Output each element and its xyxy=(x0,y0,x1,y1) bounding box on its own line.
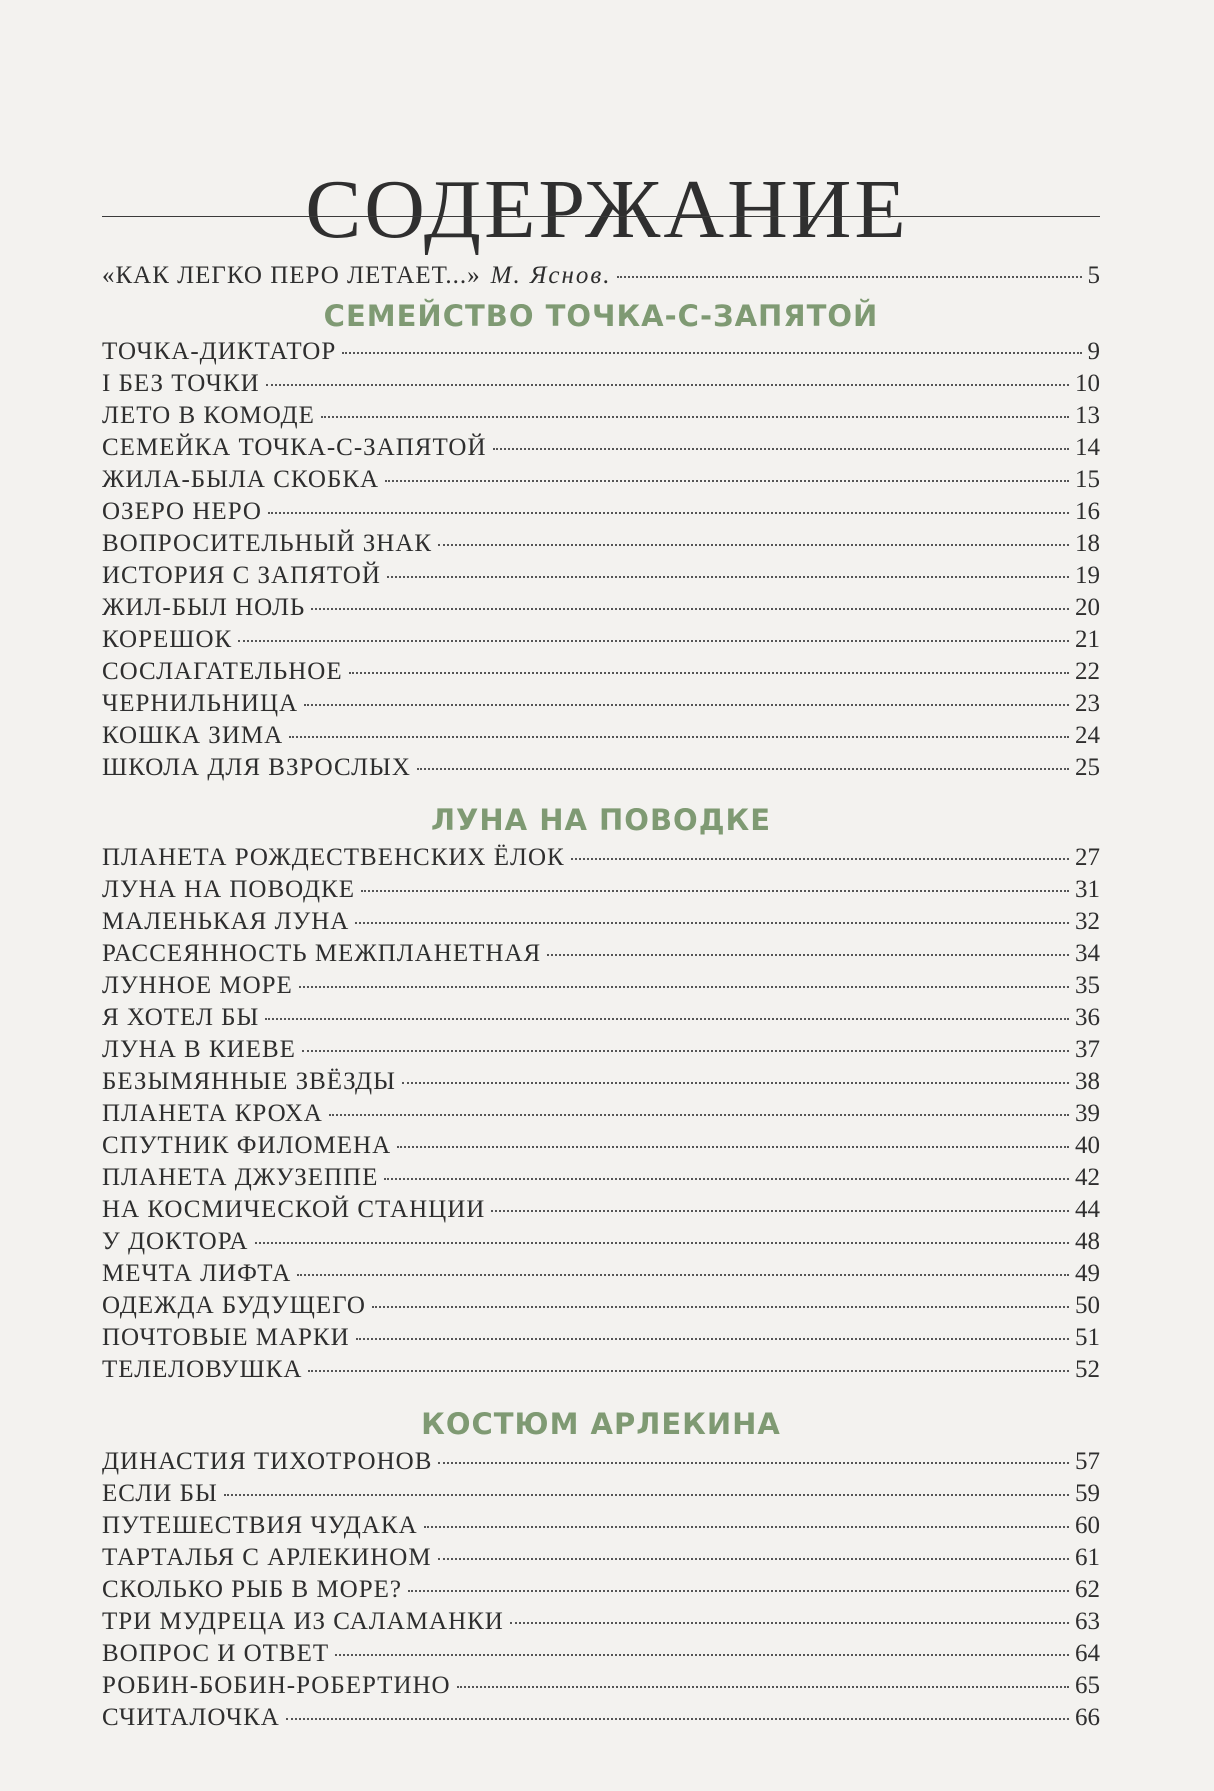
toc-entry-title: «КАК ЛЕГКО ПЕРО ЛЕТАЕТ...» М. Яснов. xyxy=(102,262,612,289)
toc-entry[interactable] xyxy=(102,1100,1100,1132)
toc-entry[interactable] xyxy=(102,1164,1100,1196)
toc-entry[interactable] xyxy=(102,1292,1100,1324)
toc-entry-page: 23 xyxy=(1075,690,1100,717)
toc-entry[interactable] xyxy=(102,972,1100,1004)
toc-entry-page: 49 xyxy=(1075,1260,1100,1287)
dot-leader xyxy=(297,1274,1069,1276)
dot-leader xyxy=(304,704,1069,706)
toc-entry-title: ПУТЕШЕСТВИЯ ЧУДАКА xyxy=(102,1512,418,1539)
dot-leader xyxy=(387,576,1069,578)
toc-entry-page: 14 xyxy=(1075,434,1100,461)
section-heading: КОСТЮМ АРЛЕКИНА xyxy=(421,1407,781,1441)
toc-entry-title: СЕМЕЙКА ТОЧКА-С-ЗАПЯТОЙ xyxy=(102,434,487,461)
toc-entry-page: 63 xyxy=(1075,1608,1100,1635)
dot-leader xyxy=(266,384,1069,386)
toc-entry[interactable] xyxy=(102,908,1100,940)
toc-entry-title: РОБИН-БОБИН-РОБЕРТИНО xyxy=(102,1672,451,1699)
toc-entry-page: 24 xyxy=(1075,722,1100,749)
toc-entry-title: ТЕЛЕЛОВУШКА xyxy=(102,1356,303,1383)
toc-entry-title: РАССЕЯННОСТЬ МЕЖПЛАНЕТНАЯ xyxy=(102,940,542,967)
toc-entry[interactable] xyxy=(102,1228,1100,1260)
toc-entry[interactable] xyxy=(102,1324,1100,1356)
toc-entry[interactable] xyxy=(102,876,1100,908)
dot-leader xyxy=(438,544,1069,546)
toc-entry-page: 36 xyxy=(1075,1004,1100,1031)
toc-entry-page: 65 xyxy=(1075,1672,1100,1699)
dot-leader xyxy=(268,512,1069,514)
toc-entry-intro[interactable] xyxy=(102,262,1100,294)
section-list xyxy=(102,844,1100,1388)
dot-leader xyxy=(349,672,1069,674)
toc-entry-page: 20 xyxy=(1075,594,1100,621)
toc-entry-title: ЛУНА НА ПОВОДКЕ xyxy=(102,876,355,903)
toc-entry[interactable] xyxy=(102,940,1100,972)
toc-entry-title: ВОПРОСИТЕЛЬНЫЙ ЗНАК xyxy=(102,530,433,557)
section-heading: СЕМЕЙСТВО ТОЧКА-С-ЗАПЯТОЙ xyxy=(323,299,879,333)
toc-entry-title: Я ХОТЕЛ БЫ xyxy=(102,1004,260,1031)
dot-leader xyxy=(311,608,1069,610)
toc-entry-page: 31 xyxy=(1075,876,1100,903)
dot-leader xyxy=(402,1082,1069,1084)
toc-entry-page: 37 xyxy=(1075,1036,1100,1063)
toc-entry-title: ТАРТАЛЬЯ С АРЛЕКИНОМ xyxy=(102,1544,432,1571)
toc-entry[interactable] xyxy=(102,530,1100,562)
toc-entry-title: ЖИЛА-БЫЛА СКОБКА xyxy=(102,466,380,493)
toc-entry-title: ДИНАСТИЯ ТИХОТРОНОВ xyxy=(102,1448,433,1475)
toc-entry-title: ЛЕТО В КОМОДЕ xyxy=(102,402,315,429)
toc-entry-title: ЛУНА В КИЕВЕ xyxy=(102,1036,296,1063)
toc-entry-page: 61 xyxy=(1075,1544,1100,1571)
toc-entry-page: 21 xyxy=(1075,626,1100,653)
toc-entry-title: МЕЧТА ЛИФТА xyxy=(102,1260,292,1287)
toc-entry-title: КОШКА ЗИМА xyxy=(102,722,284,749)
toc-entry-title: I БЕЗ ТОЧКИ xyxy=(102,370,260,397)
dot-leader xyxy=(302,1050,1069,1052)
toc-entry-title: МАЛЕНЬКАЯ ЛУНА xyxy=(102,908,350,935)
dot-leader xyxy=(424,1526,1069,1528)
toc-entry-title: ЖИЛ-БЫЛ НОЛЬ xyxy=(102,594,306,621)
toc-entry-title: ИСТОРИЯ С ЗАПЯТОЙ xyxy=(102,562,381,589)
toc-entry-page: 5 xyxy=(1087,262,1100,289)
toc-entry-page: 22 xyxy=(1075,658,1100,685)
dot-leader xyxy=(617,276,1081,278)
dot-leader xyxy=(361,890,1069,892)
toc-entry[interactable] xyxy=(102,1132,1100,1164)
dot-leader xyxy=(321,416,1069,418)
toc-entry-title: У ДОКТОРА xyxy=(102,1228,249,1255)
dot-leader xyxy=(356,1338,1069,1340)
dot-leader xyxy=(457,1686,1069,1688)
dot-leader xyxy=(491,1210,1069,1212)
dot-leader xyxy=(308,1370,1069,1372)
section-list xyxy=(102,338,1100,786)
toc-entry-title: ПЛАНЕТА КРОХА xyxy=(102,1100,323,1127)
toc-entry[interactable] xyxy=(102,1196,1100,1228)
toc-entry-page: 25 xyxy=(1075,754,1100,781)
toc-entry[interactable] xyxy=(102,1704,1100,1736)
dot-leader xyxy=(329,1114,1069,1116)
toc-entry-title: ПОЧТОВЫЕ МАРКИ xyxy=(102,1324,350,1351)
toc-entry[interactable] xyxy=(102,498,1100,530)
dot-leader xyxy=(355,922,1069,924)
toc-entry-page: 38 xyxy=(1075,1068,1100,1095)
dot-leader xyxy=(335,1654,1069,1656)
toc-entry[interactable] xyxy=(102,1068,1100,1100)
toc-entry[interactable] xyxy=(102,1576,1100,1608)
dot-leader xyxy=(299,986,1069,988)
toc-entry[interactable] xyxy=(102,1356,1100,1388)
toc-entry[interactable] xyxy=(102,402,1100,434)
dot-leader xyxy=(438,1462,1069,1464)
toc-entry-title: БЕЗЫМЯННЫЕ ЗВЁЗДЫ xyxy=(102,1068,396,1095)
toc-entry[interactable] xyxy=(102,1260,1100,1292)
toc-entry[interactable] xyxy=(102,844,1100,876)
toc-entry-title: ОЗЕРО НЕРО xyxy=(102,498,262,525)
dot-leader xyxy=(238,640,1069,642)
toc-entry-title: ШКОЛА ДЛЯ ВЗРОСЛЫХ xyxy=(102,754,411,781)
dot-leader xyxy=(384,1178,1069,1180)
dot-leader xyxy=(342,352,1081,354)
toc-entry[interactable] xyxy=(102,658,1100,690)
toc-entry-page: 13 xyxy=(1075,402,1100,429)
dot-leader xyxy=(224,1494,1069,1496)
toc-entry-page: 39 xyxy=(1075,1100,1100,1127)
toc-entry-title: ЛУННОЕ МОРЕ xyxy=(102,972,293,999)
toc-entry[interactable] xyxy=(102,722,1100,754)
toc-entry[interactable] xyxy=(102,1448,1100,1480)
toc-entry-title: ОДЕЖДА БУДУЩЕГО xyxy=(102,1292,366,1319)
toc-entry[interactable] xyxy=(102,562,1100,594)
toc-entry-page: 34 xyxy=(1075,940,1100,967)
toc-entry-title: СОСЛАГАТЕЛЬНОЕ xyxy=(102,658,343,685)
toc-entry[interactable] xyxy=(102,1672,1100,1704)
toc-entry-title: ПЛАНЕТА ДЖУЗЕППЕ xyxy=(102,1164,379,1191)
dot-leader xyxy=(397,1146,1069,1148)
toc-entry-page: 44 xyxy=(1075,1196,1100,1223)
toc-entry-title: СКОЛЬКО РЫБ В МОРЕ? xyxy=(102,1576,402,1603)
dot-leader xyxy=(255,1242,1070,1244)
toc-entry-page: 35 xyxy=(1075,972,1100,999)
table-of-contents xyxy=(102,262,1100,1736)
toc-entry-title: ПЛАНЕТА РОЖДЕСТВЕНСКИХ ЁЛОК xyxy=(102,844,565,871)
dot-leader xyxy=(265,1018,1069,1020)
toc-entry-title: СЧИТАЛОЧКА xyxy=(102,1704,280,1731)
toc-entry-page: 27 xyxy=(1075,844,1100,871)
toc-entry-author: М. Яснов. xyxy=(490,262,612,289)
dot-leader xyxy=(286,1718,1069,1720)
toc-entry[interactable] xyxy=(102,1640,1100,1672)
toc-entry-page: 40 xyxy=(1075,1132,1100,1159)
dot-leader xyxy=(510,1622,1069,1624)
toc-entry-page: 51 xyxy=(1075,1324,1100,1351)
toc-entry[interactable] xyxy=(102,1608,1100,1640)
toc-entry[interactable] xyxy=(102,1544,1100,1576)
section-heading: ЛУНА НА ПОВОДКЕ xyxy=(430,803,772,837)
toc-entry-page: 10 xyxy=(1075,370,1100,397)
dot-leader xyxy=(493,448,1069,450)
dot-leader xyxy=(438,1558,1069,1560)
toc-entry-page: 64 xyxy=(1075,1640,1100,1667)
toc-entry-title: ЧЕРНИЛЬНИЦА xyxy=(102,690,299,717)
dot-leader xyxy=(408,1590,1069,1592)
toc-entry[interactable] xyxy=(102,466,1100,498)
section-list xyxy=(102,1448,1100,1736)
toc-entry-page: 50 xyxy=(1075,1292,1100,1319)
toc-entry-title: ЕСЛИ БЫ xyxy=(102,1480,218,1507)
toc-entry-page: 57 xyxy=(1075,1448,1100,1475)
dot-leader xyxy=(571,858,1069,860)
toc-entry-page: 62 xyxy=(1075,1576,1100,1603)
dot-leader xyxy=(289,736,1069,738)
toc-entry[interactable] xyxy=(102,754,1100,786)
toc-entry[interactable] xyxy=(102,626,1100,658)
toc-entry-title: ТОЧКА-ДИКТАТОР xyxy=(102,338,337,365)
toc-entry-page: 52 xyxy=(1075,1356,1100,1383)
toc-entry[interactable] xyxy=(102,434,1100,466)
dot-leader xyxy=(417,768,1069,770)
toc-entry-title: ВОПРОС И ОТВЕТ xyxy=(102,1640,330,1667)
toc-entry-page: 42 xyxy=(1075,1164,1100,1191)
toc-entry-title: НА КОСМИЧЕСКОЙ СТАНЦИИ xyxy=(102,1196,486,1223)
toc-entry-page: 19 xyxy=(1075,562,1100,589)
toc-entry[interactable] xyxy=(102,370,1100,402)
dot-leader xyxy=(372,1306,1069,1308)
toc-entry-page: 32 xyxy=(1075,908,1100,935)
page-title: СОДЕРЖАНИЕ xyxy=(305,163,909,257)
toc-entry-title: КОРЕШОК xyxy=(102,626,233,653)
toc-entry-page: 60 xyxy=(1075,1512,1100,1539)
toc-entry-title: СПУТНИК ФИЛОМЕНА xyxy=(102,1132,392,1159)
toc-entry-title: ТРИ МУДРЕЦА ИЗ САЛАМАНКИ xyxy=(102,1608,504,1635)
toc-entry[interactable] xyxy=(102,1004,1100,1036)
toc-entry-page: 15 xyxy=(1075,466,1100,493)
toc-entry[interactable] xyxy=(102,1036,1100,1068)
toc-entry[interactable] xyxy=(102,690,1100,722)
title-rule xyxy=(102,216,1100,217)
toc-entry-page: 59 xyxy=(1075,1480,1100,1507)
toc-entry-page: 9 xyxy=(1087,338,1100,365)
dot-leader xyxy=(385,480,1069,482)
toc-entry-page: 18 xyxy=(1075,530,1100,557)
toc-entry[interactable] xyxy=(102,1480,1100,1512)
toc-entry-page: 66 xyxy=(1075,1704,1100,1731)
toc-entry-page: 48 xyxy=(1075,1228,1100,1255)
toc-entry[interactable] xyxy=(102,338,1100,370)
toc-entry-page: 16 xyxy=(1075,498,1100,525)
dot-leader xyxy=(547,954,1069,956)
toc-entry[interactable] xyxy=(102,594,1100,626)
toc-entry[interactable] xyxy=(102,1512,1100,1544)
